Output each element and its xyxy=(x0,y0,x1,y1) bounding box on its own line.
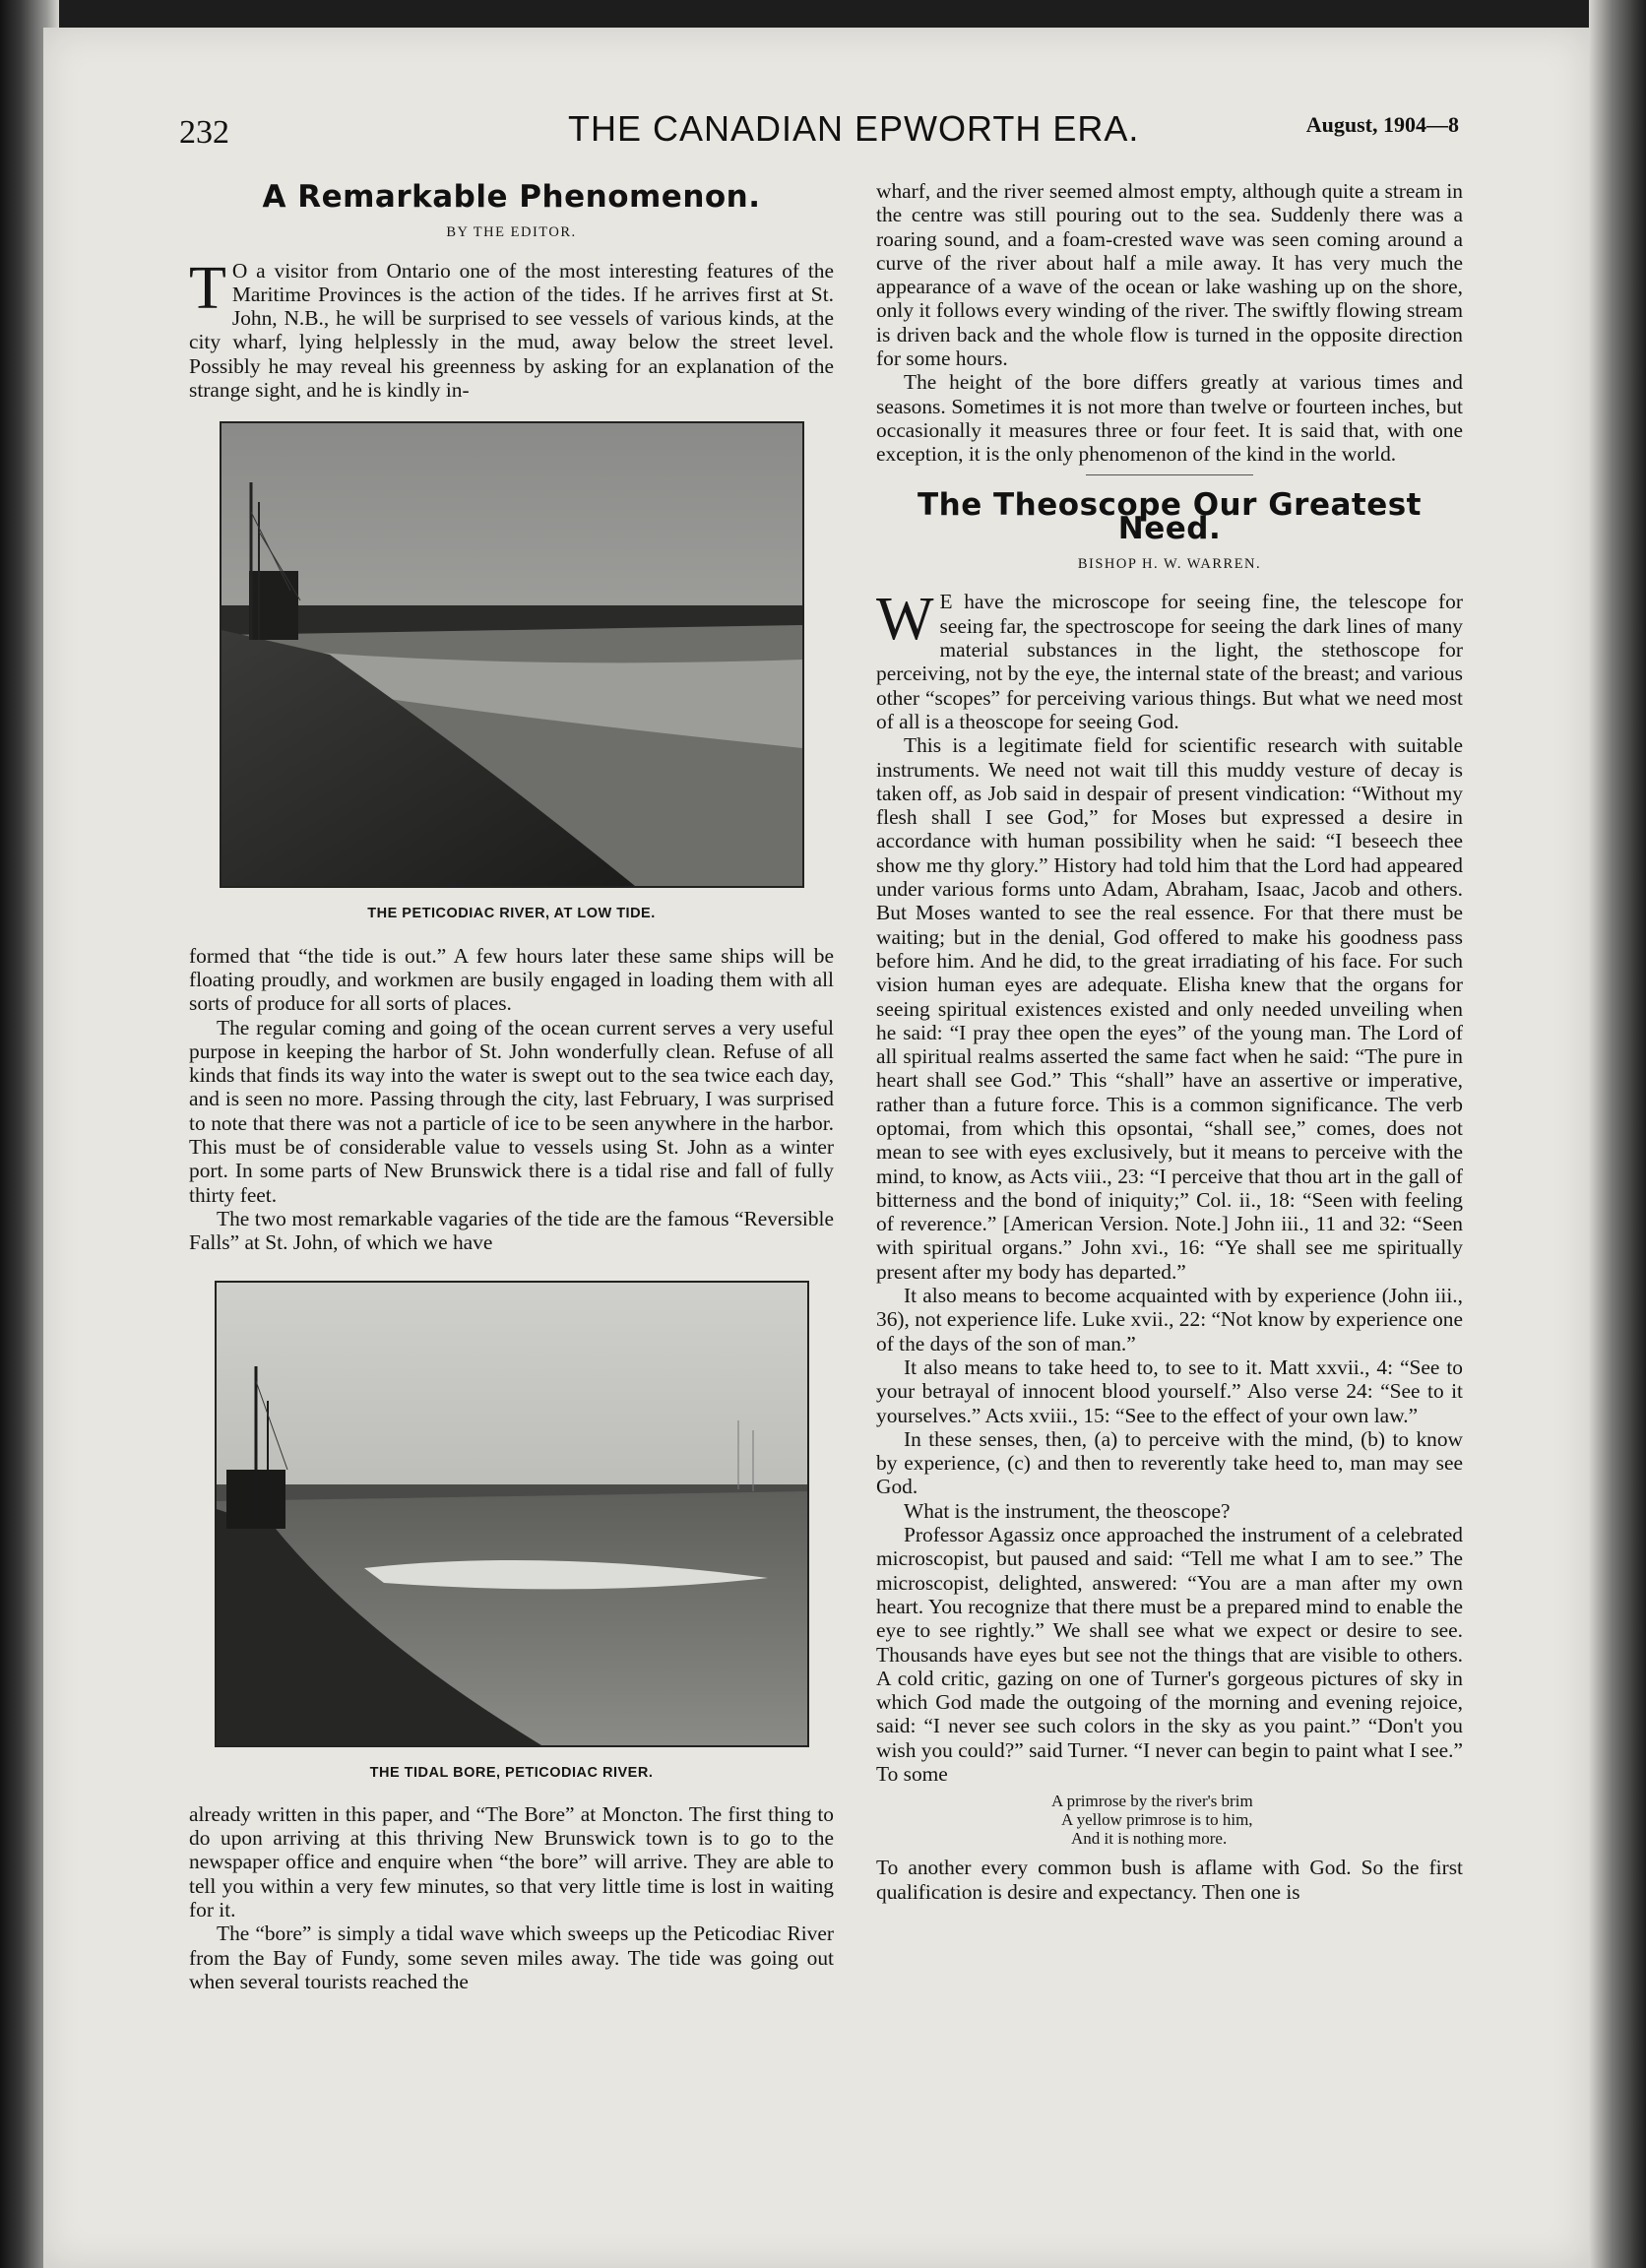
article-paragraph: The two most remarkable vagaries of the tide are the famous “Reversible Falls” at St. John, of which we have xyxy=(189,1206,834,1255)
verse-line: A yellow primrose is to him, xyxy=(1061,1810,1253,1830)
article-title: The Theoscope Our Greatest Need. xyxy=(918,486,1422,546)
article-paragraph: It also means to become acquainted with by experience (John iii., 36), not experience life. Luke xvii., 22: “Not know by experience one of the days of the son of man.” xyxy=(876,1284,1463,1355)
article-paragraph: What is the instrument, the theoscope? xyxy=(904,1498,1231,1523)
article-paragraph: This is a legitimate field for scientific research with suitable instruments. We need not wait till this muddy vesture of decay is taken off, as Job said in despair of present vindication: “Without my flesh shall I see God,” for Moses but expressed a desire in accordance with human possibility when he said: “I beseech thee show me thy glory.” History had told him that the Lord had appeared under various forms unto Adam, Abraham, Isaac, Jacob and others. But Moses wanted to see the real essence. For that there must be waiting; but in the denial, God offered to make his goodness pass before him. And he did, to the great irradiating of his face. For such vision human eyes are adequate. Elisha knew that the organs for seeing spiritual existences existed and only needed unveiling when he said: “I pray thee open the eyes” of the young man. The Lord of all spiritual realms asserted the same fact when he said: “The pure in heart shall see God.” This “shall” have an assertive or imperative, rather than a future force. This is a common significance. The verb optomai, from which this opsontai, “shall see,” comes, does not mean to see with eyes exclusively, but it means to perceive with the mind, to know, as Acts viii., 23: “I perceive that thou art in the gall of bitterness and the bond of iniquity;” Col. ii., 18: “Seen with feeling of reverence.” [American Version. Note.] John iii., 11 and 32: “Seen with spiritual organs.” John xvi., 16: “Ye shall see me spiritually present after my body has departed.” xyxy=(876,733,1463,1284)
verse-line: A primrose by the river's brim xyxy=(1051,1792,1253,1811)
article-paragraph: The regular coming and going of the ocean current serves a very useful purpose in keeping the harbor of St. John wonderfully clean. Refuse of all kinds that finds its way into the water is swept out to the sea twice each day, and is seen no more. Passing through the city, last February, I was surprised to note that there was not a particle of ice to be seen anywhere in the harbor. This must be of considerable value to vessels using St. John as a winter port. In some parts of New Brunswick there is a tidal rise and fall of fully thirty feet. xyxy=(189,1015,834,1207)
running-head xyxy=(179,108,1459,167)
figure-caption: THE TIDAL BORE, PETICODIAC RIVER. xyxy=(369,1764,654,1781)
verse-line: And it is nothing more. xyxy=(1071,1829,1228,1849)
article-paragraph: The “bore” is simply a tidal wave which sweeps up the Peticodiac River from the Bay of Fundy, some seven miles away. The tide was going out when several tourists reached the xyxy=(189,1922,834,1993)
article-paragraph xyxy=(876,586,1463,733)
article-paragraph: wharf, and the river seemed almost empty, although quite a stream in the centre was still pouring out to the sea. Suddenly there was a roaring sound, and a foam-crested wave was seen coming around a curve of the river about half a mile away. It has very much the appearance of a wave of the ocean or lake washing up on the shore, only it follows every winding of the river. The swiftly flowing stream is driven back and the whole flow is turned in the opposite direction for some hours. xyxy=(876,179,1463,371)
article-byline: BISHOP H. W. WARREN. xyxy=(1077,556,1262,573)
article-paragraph: Professor Agassiz once approached the instrument of a celebrated microscopist, but paused and said: “Tell me what I am to see.” The microscopist, delighted, answered: “You are a man after my own heart. You recognize that there must be a prepared mind to enable the eye to see rightly.” We shall see what we expect or desire to see. Thousands have eyes but see not the things that are visible to others. A cold critic, gazing on one of Turner's gorgeous pictures of sky in which God made the outgoing of the morning and evening rejoice, said: “I never see such colors in the sky as you paint.” “Don't you wish you could?” said Turner. “I never can begin to paint what I see.” To some xyxy=(876,1523,1463,1786)
paragraph-text: E have the microscope for seeing fine, the telescope for seeing far, the spectroscope for seeing the dark lines of many material substances in the light, the stethoscope for perceiving, not by the eye, the internal state of the breast; and various other “scopes” for perceiving various things. But what we need most of all is a theoscope for seeing God. xyxy=(876,590,1463,733)
journal-title: THE CANADIAN EPWORTH ERA. xyxy=(568,108,1140,149)
facing-page-edge xyxy=(1589,0,1646,2268)
article-paragraph xyxy=(189,254,834,403)
section-divider xyxy=(1086,474,1253,475)
article-paragraph: In these senses, then, (a) to perceive with the mind, (b) to know by experience, (c) and then to reverently take heed to, man may see God. xyxy=(876,1426,1463,1499)
article-paragraph: To another every common bush is aflame with God. So the first qualification is desire and expectancy. Then one is xyxy=(876,1856,1463,1904)
issue-date: August, 1904—8 xyxy=(1305,112,1459,137)
right-column xyxy=(876,179,1463,1904)
article-paragraph: formed that “the tide is out.” A few hours later these same ships will be floating proudly, and workmen are busily engaged in loading them with all sorts of produce for all sorts of places. xyxy=(189,943,834,1016)
article-title: A Remarkable Phenomenon. xyxy=(262,179,761,215)
article-paragraph: already written in this paper, and “The Bore” at Moncton. The first thing to do upon arriving at this thriving New Brunswick town is to go to the newspaper office and enquire when “the bore” will arrive. They are able to tell you within a very few minutes, so that very little time is lost in waiting for it. xyxy=(189,1801,834,1922)
drop-cap: T xyxy=(189,254,226,322)
article-byline: BY THE EDITOR. xyxy=(446,224,577,241)
paragraph-text: O a visitor from Ontario one of the most interesting features of the Maritime Provinces is the action of the tides. If he arrives first at St. John, N.B., he will be surprised to see vessels of various kinds, at the city wharf, lying helplessly in the mud, away below the street level. Possibly he may reveal his greenness by asking for an explanation of the strange sight, and he is kindly in- xyxy=(189,258,834,403)
figure-low-tide xyxy=(189,421,834,925)
photo-low-tide xyxy=(220,421,804,888)
article-paragraph: The height of the bore differs greatly at various times and seasons. Sometimes it is not more than twelve or fourteen inches, but occasionally it measures three or four feet. It is said that, with one exception, it is the only phenomenon of the kind in the world. xyxy=(876,370,1463,467)
article-paragraph: It also means to take heed to, to see to it. Matt xxvii., 4: “See to your betrayal of innocent blood yourself.” Also verse 24: “See to it yourselves.” Acts xviii., 15: “See to the effect of your own law.” xyxy=(876,1354,1463,1427)
figure-tidal-bore xyxy=(189,1281,834,1785)
photo-tidal-bore xyxy=(215,1281,809,1747)
left-column xyxy=(189,179,834,1993)
drop-cap: W xyxy=(876,586,934,654)
page-number: 232 xyxy=(179,114,229,151)
figure-caption: THE PETICODIAC RIVER, AT LOW TIDE. xyxy=(367,906,656,922)
verse-quote xyxy=(1051,1792,1463,1848)
